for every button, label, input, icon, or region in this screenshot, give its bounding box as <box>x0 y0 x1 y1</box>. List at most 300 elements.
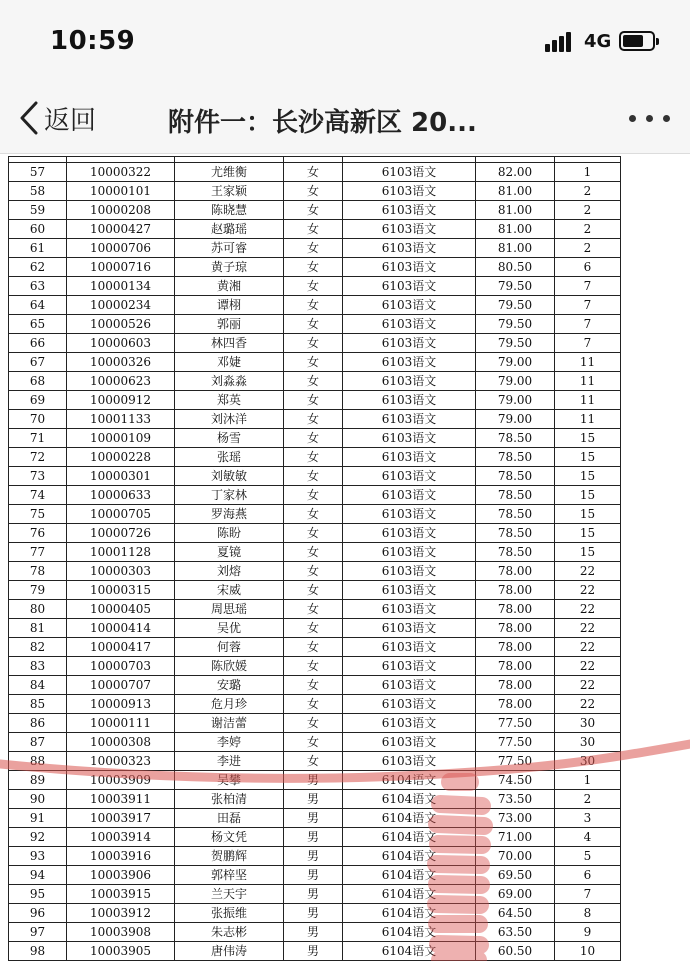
table-row <box>9 885 621 904</box>
subject-code-cell: 6103语文 <box>343 163 476 182</box>
more-options-button[interactable] <box>625 115 671 125</box>
candidate-id-cell: 10000707 <box>67 676 175 695</box>
row-number-cell: 91 <box>9 809 67 828</box>
gender-cell: 女 <box>284 220 343 239</box>
table-row <box>9 562 621 581</box>
table-row <box>9 277 621 296</box>
subject-code-cell: 6104语文 <box>343 923 476 942</box>
row-number-cell: 72 <box>9 448 67 467</box>
candidate-name-cell: 丁家林 <box>175 486 284 505</box>
gender-cell: 女 <box>284 372 343 391</box>
rank-cell: 15 <box>555 505 621 524</box>
table-row <box>9 866 621 885</box>
score-cell: 79.50 <box>476 315 555 334</box>
score-cell: 78.00 <box>476 581 555 600</box>
candidate-id-cell: 10000706 <box>67 239 175 258</box>
rank-cell: 5 <box>555 847 621 866</box>
candidate-id-cell: 10000603 <box>67 334 175 353</box>
subject-code-cell: 6103语文 <box>343 391 476 410</box>
row-number-cell: 79 <box>9 581 67 600</box>
rank-cell: 11 <box>555 353 621 372</box>
table-row <box>9 258 621 277</box>
row-number-cell: 88 <box>9 752 67 771</box>
candidate-id-cell: 10000234 <box>67 296 175 315</box>
subject-code-cell: 6103语文 <box>343 410 476 429</box>
gender-cell: 男 <box>284 923 343 942</box>
score-cell: 69.00 <box>476 885 555 904</box>
gender-cell: 女 <box>284 524 343 543</box>
subject-code-cell: 6103语文 <box>343 201 476 220</box>
candidate-name-cell: 罗海燕 <box>175 505 284 524</box>
score-cell: 69.50 <box>476 866 555 885</box>
subject-code-cell: 6104语文 <box>343 790 476 809</box>
rank-cell: 2 <box>555 220 621 239</box>
candidate-name-cell: 危月珍 <box>175 695 284 714</box>
candidate-id-cell: 10000726 <box>67 524 175 543</box>
candidate-id-cell: 10000417 <box>67 638 175 657</box>
candidate-id-cell: 10000405 <box>67 600 175 619</box>
chevron-left-icon <box>18 100 40 136</box>
table-row <box>9 581 621 600</box>
table-row <box>9 638 621 657</box>
candidate-name-cell: 刘沐洋 <box>175 410 284 429</box>
candidate-id-cell: 10003916 <box>67 847 175 866</box>
candidate-name-cell: 郑英 <box>175 391 284 410</box>
score-cell: 78.00 <box>476 638 555 657</box>
score-cell: 60.50 <box>476 942 555 961</box>
candidate-id-cell: 10000315 <box>67 581 175 600</box>
candidate-id-cell: 10003914 <box>67 828 175 847</box>
gender-cell: 女 <box>284 182 343 201</box>
rank-cell: 15 <box>555 429 621 448</box>
candidate-name-cell: 邓婕 <box>175 353 284 372</box>
table-row <box>9 619 621 638</box>
score-cell: 70.00 <box>476 847 555 866</box>
candidate-name-cell: 张振维 <box>175 904 284 923</box>
subject-code-cell: 6104语文 <box>343 809 476 828</box>
gender-cell: 女 <box>284 733 343 752</box>
candidate-name-cell: 田磊 <box>175 809 284 828</box>
row-number-cell: 73 <box>9 467 67 486</box>
candidate-name-cell: 吴攀 <box>175 771 284 790</box>
subject-code-cell: 6104语文 <box>343 847 476 866</box>
subject-code-cell: 6103语文 <box>343 239 476 258</box>
gender-cell: 女 <box>284 277 343 296</box>
score-cell: 77.50 <box>476 752 555 771</box>
subject-code-cell: 6103语文 <box>343 543 476 562</box>
gender-cell: 男 <box>284 790 343 809</box>
score-cell: 78.50 <box>476 505 555 524</box>
subject-code-cell: 6103语文 <box>343 277 476 296</box>
gender-cell: 女 <box>284 600 343 619</box>
gender-cell: 男 <box>284 847 343 866</box>
candidate-id-cell: 10003915 <box>67 885 175 904</box>
candidate-name-cell: 安璐 <box>175 676 284 695</box>
rank-cell: 22 <box>555 619 621 638</box>
row-number-cell: 76 <box>9 524 67 543</box>
subject-code-cell: 6104语文 <box>343 771 476 790</box>
subject-code-cell: 6103语文 <box>343 581 476 600</box>
candidate-id-cell: 10003905 <box>67 942 175 961</box>
candidate-id-cell: 10000716 <box>67 258 175 277</box>
subject-code-cell: 6103语文 <box>343 562 476 581</box>
candidate-name-cell: 杨雪 <box>175 429 284 448</box>
row-number-cell: 59 <box>9 201 67 220</box>
rank-cell: 15 <box>555 543 621 562</box>
candidate-name-cell: 林四香 <box>175 334 284 353</box>
subject-code-cell: 6103语文 <box>343 676 476 695</box>
candidate-name-cell: 吴优 <box>175 619 284 638</box>
gender-cell: 女 <box>284 752 343 771</box>
table-row <box>9 182 621 201</box>
subject-code-cell: 6103语文 <box>343 258 476 277</box>
candidate-id-cell: 10000703 <box>67 657 175 676</box>
candidate-id-cell: 10003909 <box>67 771 175 790</box>
candidate-name-cell: 刘淼淼 <box>175 372 284 391</box>
candidate-name-cell: 张柏清 <box>175 790 284 809</box>
score-cell: 78.50 <box>476 448 555 467</box>
row-number-cell: 92 <box>9 828 67 847</box>
table-row <box>9 543 621 562</box>
rank-cell: 8 <box>555 904 621 923</box>
status-bar <box>0 0 690 82</box>
gender-cell: 男 <box>284 809 343 828</box>
gender-cell: 男 <box>284 828 343 847</box>
row-number-cell: 66 <box>9 334 67 353</box>
score-cell: 81.00 <box>476 220 555 239</box>
score-cell: 82.00 <box>476 163 555 182</box>
subject-code-cell: 6103语文 <box>343 315 476 334</box>
table-row <box>9 315 621 334</box>
subject-code-cell: 6103语文 <box>343 486 476 505</box>
candidate-name-cell: 周思瑶 <box>175 600 284 619</box>
rank-cell: 7 <box>555 296 621 315</box>
candidate-id-cell: 10000427 <box>67 220 175 239</box>
candidate-id-cell: 10003912 <box>67 904 175 923</box>
gender-cell: 女 <box>284 429 343 448</box>
row-number-cell: 67 <box>9 353 67 372</box>
score-cell: 77.50 <box>476 733 555 752</box>
table-row <box>9 923 621 942</box>
row-number-cell: 93 <box>9 847 67 866</box>
row-number-cell: 83 <box>9 657 67 676</box>
candidate-id-cell: 10001128 <box>67 543 175 562</box>
rank-cell: 7 <box>555 315 621 334</box>
rank-cell: 15 <box>555 448 621 467</box>
row-number-cell: 84 <box>9 676 67 695</box>
candidate-id-cell: 10000308 <box>67 733 175 752</box>
subject-code-cell: 6103语文 <box>343 733 476 752</box>
battery-icon <box>619 31 655 51</box>
table-row <box>9 942 621 961</box>
score-cell: 78.50 <box>476 467 555 486</box>
subject-code-cell: 6103语文 <box>343 505 476 524</box>
row-number-cell: 75 <box>9 505 67 524</box>
table-row <box>9 391 621 410</box>
rank-cell: 11 <box>555 410 621 429</box>
score-cell: 81.00 <box>476 201 555 220</box>
rank-cell: 2 <box>555 201 621 220</box>
navigation-bar <box>0 82 690 154</box>
candidate-name-cell: 谢洁蕾 <box>175 714 284 733</box>
candidate-name-cell: 贺鹏辉 <box>175 847 284 866</box>
table-row <box>9 828 621 847</box>
subject-code-cell: 6104语文 <box>343 828 476 847</box>
candidate-id-cell: 10000623 <box>67 372 175 391</box>
candidate-name-cell: 兰天宇 <box>175 885 284 904</box>
candidate-id-cell: 10000111 <box>67 714 175 733</box>
score-cell: 73.00 <box>476 809 555 828</box>
row-number-cell: 70 <box>9 410 67 429</box>
candidate-id-cell: 10000326 <box>67 353 175 372</box>
row-number-cell: 64 <box>9 296 67 315</box>
candidate-id-cell: 10000101 <box>67 182 175 201</box>
subject-code-cell: 6103语文 <box>343 182 476 201</box>
candidate-id-cell: 10003917 <box>67 809 175 828</box>
table-row <box>9 296 621 315</box>
score-cell: 78.00 <box>476 619 555 638</box>
candidate-id-cell: 10000913 <box>67 695 175 714</box>
row-number-cell: 97 <box>9 923 67 942</box>
document-viewer[interactable] <box>0 154 690 961</box>
network-type: 4G <box>584 31 612 52</box>
row-number-cell: 98 <box>9 942 67 961</box>
rank-cell: 11 <box>555 391 621 410</box>
candidate-name-cell: 宋威 <box>175 581 284 600</box>
score-cell: 78.00 <box>476 562 555 581</box>
table-row <box>9 372 621 391</box>
table-row <box>9 239 621 258</box>
score-cell: 78.50 <box>476 486 555 505</box>
gender-cell: 女 <box>284 695 343 714</box>
candidate-name-cell: 苏可睿 <box>175 239 284 258</box>
gender-cell: 女 <box>284 448 343 467</box>
table-row <box>9 353 621 372</box>
rank-cell: 30 <box>555 714 621 733</box>
gender-cell: 男 <box>284 904 343 923</box>
rank-cell: 22 <box>555 562 621 581</box>
gender-cell: 女 <box>284 296 343 315</box>
rank-cell: 1 <box>555 771 621 790</box>
candidate-id-cell: 10000301 <box>67 467 175 486</box>
rank-cell: 4 <box>555 828 621 847</box>
rank-cell: 6 <box>555 866 621 885</box>
rank-cell: 11 <box>555 372 621 391</box>
table-row <box>9 600 621 619</box>
back-button[interactable] <box>18 98 96 138</box>
signal-icon <box>545 32 575 52</box>
gender-cell: 女 <box>284 543 343 562</box>
row-number-cell: 62 <box>9 258 67 277</box>
subject-code-cell: 6103语文 <box>343 334 476 353</box>
row-number-cell: 74 <box>9 486 67 505</box>
table-row <box>9 752 621 771</box>
subject-code-cell: 6103语文 <box>343 524 476 543</box>
rank-cell: 22 <box>555 600 621 619</box>
table-row <box>9 733 621 752</box>
score-cell: 78.50 <box>476 524 555 543</box>
candidate-name-cell: 谭栩 <box>175 296 284 315</box>
rank-cell: 30 <box>555 752 621 771</box>
score-cell: 74.50 <box>476 771 555 790</box>
table-row <box>9 448 621 467</box>
subject-code-cell: 6103语文 <box>343 467 476 486</box>
score-cell: 71.00 <box>476 828 555 847</box>
gender-cell: 男 <box>284 866 343 885</box>
score-cell: 73.50 <box>476 790 555 809</box>
candidate-name-cell: 郭梓坚 <box>175 866 284 885</box>
gender-cell: 女 <box>284 619 343 638</box>
row-number-cell: 80 <box>9 600 67 619</box>
gender-cell: 男 <box>284 771 343 790</box>
score-cell: 64.50 <box>476 904 555 923</box>
candidate-name-cell: 何蓉 <box>175 638 284 657</box>
candidate-name-cell: 张瑶 <box>175 448 284 467</box>
gender-cell: 女 <box>284 657 343 676</box>
row-number-cell: 87 <box>9 733 67 752</box>
table-row <box>9 676 621 695</box>
gender-cell: 女 <box>284 410 343 429</box>
gender-cell: 女 <box>284 258 343 277</box>
table-row <box>9 163 621 182</box>
candidate-id-cell: 10000134 <box>67 277 175 296</box>
gender-cell: 女 <box>284 163 343 182</box>
gender-cell: 女 <box>284 391 343 410</box>
subject-code-cell: 6103语文 <box>343 296 476 315</box>
candidate-id-cell: 10000912 <box>67 391 175 410</box>
subject-code-cell: 6104语文 <box>343 866 476 885</box>
row-number-cell: 61 <box>9 239 67 258</box>
candidate-name-cell: 唐伟涛 <box>175 942 284 961</box>
page-title: 附件一：长沙高新区 20... <box>168 108 477 138</box>
subject-code-cell: 6103语文 <box>343 220 476 239</box>
subject-code-cell: 6104语文 <box>343 904 476 923</box>
rank-cell: 9 <box>555 923 621 942</box>
candidate-name-cell: 陈晓慧 <box>175 201 284 220</box>
score-table <box>8 156 621 961</box>
score-cell: 78.00 <box>476 676 555 695</box>
row-number-cell: 57 <box>9 163 67 182</box>
candidate-id-cell: 10000109 <box>67 429 175 448</box>
candidate-id-cell: 10003908 <box>67 923 175 942</box>
subject-code-cell: 6103语文 <box>343 619 476 638</box>
candidate-name-cell: 黄湘 <box>175 277 284 296</box>
table-row <box>9 657 621 676</box>
row-number-cell: 81 <box>9 619 67 638</box>
gender-cell: 女 <box>284 581 343 600</box>
more-dots-icon <box>629 115 636 122</box>
score-cell: 78.00 <box>476 695 555 714</box>
candidate-id-cell: 10001133 <box>67 410 175 429</box>
candidate-id-cell: 10000322 <box>67 163 175 182</box>
subject-code-cell: 6103语文 <box>343 353 476 372</box>
score-cell: 80.50 <box>476 258 555 277</box>
score-cell: 77.50 <box>476 714 555 733</box>
row-number-cell: 60 <box>9 220 67 239</box>
row-number-cell: 96 <box>9 904 67 923</box>
table-row <box>9 847 621 866</box>
candidate-name-cell: 夏镜 <box>175 543 284 562</box>
row-number-cell: 71 <box>9 429 67 448</box>
table-row <box>9 429 621 448</box>
gender-cell: 女 <box>284 505 343 524</box>
candidate-id-cell: 10000303 <box>67 562 175 581</box>
subject-code-cell: 6104语文 <box>343 885 476 904</box>
row-number-cell: 82 <box>9 638 67 657</box>
subject-code-cell: 6103语文 <box>343 429 476 448</box>
rank-cell: 3 <box>555 809 621 828</box>
gender-cell: 女 <box>284 562 343 581</box>
score-cell: 79.50 <box>476 277 555 296</box>
rank-cell: 2 <box>555 182 621 201</box>
table-row <box>9 201 621 220</box>
score-cell: 81.00 <box>476 239 555 258</box>
score-cell: 79.00 <box>476 353 555 372</box>
candidate-name-cell: 尤维衡 <box>175 163 284 182</box>
candidate-name-cell: 杨文凭 <box>175 828 284 847</box>
row-number-cell: 77 <box>9 543 67 562</box>
rank-cell: 30 <box>555 733 621 752</box>
gender-cell: 女 <box>284 315 343 334</box>
back-label: 返回 <box>44 105 97 136</box>
subject-code-cell: 6103语文 <box>343 600 476 619</box>
table-row <box>9 790 621 809</box>
candidate-name-cell: 李进 <box>175 752 284 771</box>
candidate-name-cell: 李婷 <box>175 733 284 752</box>
candidate-name-cell: 郭丽 <box>175 315 284 334</box>
score-cell: 78.00 <box>476 600 555 619</box>
rank-cell: 22 <box>555 676 621 695</box>
rank-cell: 7 <box>555 334 621 353</box>
candidate-id-cell: 10000323 <box>67 752 175 771</box>
row-number-cell: 85 <box>9 695 67 714</box>
table-row <box>9 809 621 828</box>
table-row <box>9 334 621 353</box>
table-row <box>9 524 621 543</box>
subject-code-cell: 6103语文 <box>343 372 476 391</box>
rank-cell: 15 <box>555 524 621 543</box>
score-cell: 78.00 <box>476 657 555 676</box>
table-row <box>9 410 621 429</box>
gender-cell: 女 <box>284 714 343 733</box>
gender-cell: 女 <box>284 638 343 657</box>
score-cell: 79.00 <box>476 391 555 410</box>
subject-code-cell: 6103语文 <box>343 752 476 771</box>
subject-code-cell: 6103语文 <box>343 657 476 676</box>
gender-cell: 女 <box>284 676 343 695</box>
rank-cell: 22 <box>555 695 621 714</box>
gender-cell: 男 <box>284 885 343 904</box>
subject-code-cell: 6103语文 <box>343 638 476 657</box>
rank-cell: 10 <box>555 942 621 961</box>
candidate-name-cell: 赵璐瑶 <box>175 220 284 239</box>
table-row <box>9 486 621 505</box>
status-time: 10:59 <box>50 26 136 56</box>
rank-cell: 15 <box>555 467 621 486</box>
score-cell: 79.50 <box>476 296 555 315</box>
score-cell: 78.50 <box>476 543 555 562</box>
gender-cell: 女 <box>284 486 343 505</box>
row-number-cell: 90 <box>9 790 67 809</box>
score-cell: 79.50 <box>476 334 555 353</box>
candidate-id-cell: 10000705 <box>67 505 175 524</box>
subject-code-cell: 6103语文 <box>343 448 476 467</box>
candidate-id-cell: 10003911 <box>67 790 175 809</box>
rank-cell: 22 <box>555 581 621 600</box>
row-number-cell: 69 <box>9 391 67 410</box>
row-number-cell: 89 <box>9 771 67 790</box>
candidate-name-cell: 陈盼 <box>175 524 284 543</box>
